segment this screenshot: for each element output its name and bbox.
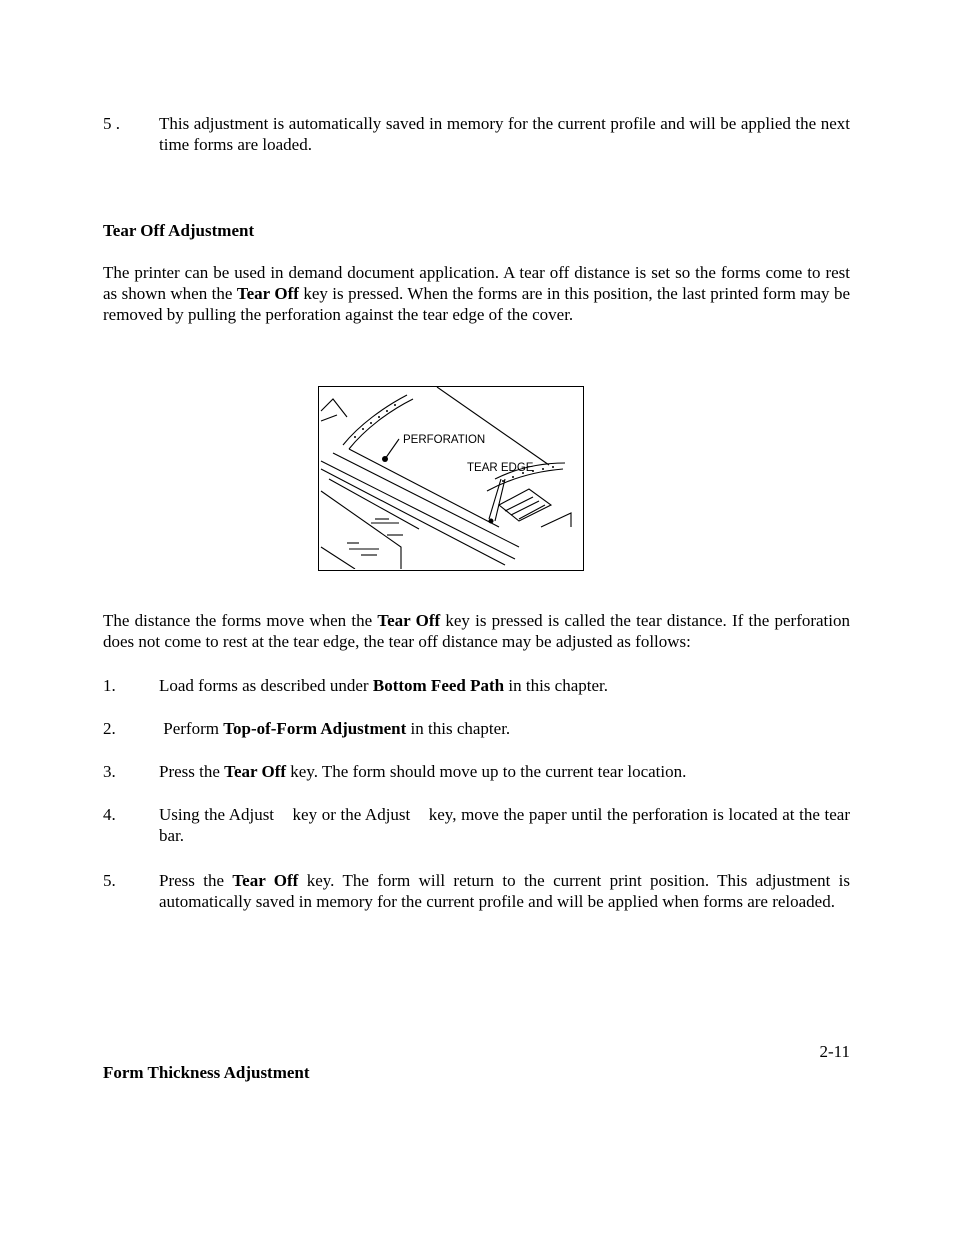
step-text-part: key. The form will return to the current print position. This adjustment is automatically saved in memory for the current profile and will be applied when forms are reloaded. xyxy=(159,871,850,911)
tear-off-intro-paragraph xyxy=(103,262,850,325)
paragraph-text: The distance the forms move when the xyxy=(103,611,378,630)
step-text-part: Press the xyxy=(159,762,225,781)
step-number: 3. xyxy=(103,762,116,781)
tear-edge-figure xyxy=(318,386,584,571)
intro-item-number: 5 . xyxy=(103,114,120,133)
step-text xyxy=(159,761,850,782)
step-number: 1. xyxy=(103,676,116,695)
step-text-part: Load forms as described under xyxy=(159,676,373,695)
step-text xyxy=(159,718,850,739)
key-name: Tear Off xyxy=(377,611,441,630)
tear-edge-illustration xyxy=(319,387,582,569)
page-number: 2-11 xyxy=(819,1042,850,1061)
tear-edge-label: TEAR EDGE xyxy=(467,462,534,474)
step-number: 5. xyxy=(103,871,116,890)
step-text-part: Using the Adjust key or the Adjust key, move the paper until the perforation is located at the tear bar. xyxy=(159,805,855,845)
paragraph-text: key is pressed is called the tear distance. If the perforation does not come to rest at the tear edge, the tear off distance may be adjusted as follows: xyxy=(103,611,851,651)
step-text-part: Perform xyxy=(159,719,224,738)
step-text xyxy=(159,804,855,846)
step-bold-part: Bottom Feed Path xyxy=(372,676,505,695)
perforation-label: PERFORATION xyxy=(403,434,486,446)
step-text-part: in this chapter. xyxy=(504,676,608,695)
paragraph-text: key is pressed. When the forms are in this position, the last printed form may be removed by pulling the perforation against the tear edge of the cover. xyxy=(103,284,851,324)
section-heading-form-thickness: Form Thickness Adjustment xyxy=(103,1063,310,1082)
step-text-part: in this chapter. xyxy=(406,719,511,738)
step-number: 4. xyxy=(103,805,116,824)
paragraph-text: The printer can be used in demand document application. A tear off distance is set so the forms come to rest as shown when the xyxy=(103,263,850,303)
step-text-part: Press the xyxy=(159,871,233,890)
step-text xyxy=(159,870,850,912)
key-name: Tear Off xyxy=(236,284,299,303)
section-heading-tear-off: Tear Off Adjustment xyxy=(103,221,255,240)
step-number: 2. xyxy=(103,719,116,738)
intro-item-text: This adjustment is automatically saved in memory for the current profile and will be applied the next time forms are loaded. xyxy=(159,114,850,154)
step-text-part: key. The form should move up to the current tear location. xyxy=(286,762,687,781)
step-bold-part: Tear Off xyxy=(232,871,299,890)
tear-distance-paragraph xyxy=(103,610,850,652)
step-text xyxy=(159,675,850,696)
step-bold-part: Tear Off xyxy=(224,762,287,781)
step-bold-part: Top-of-Form Adjustment xyxy=(223,719,407,738)
